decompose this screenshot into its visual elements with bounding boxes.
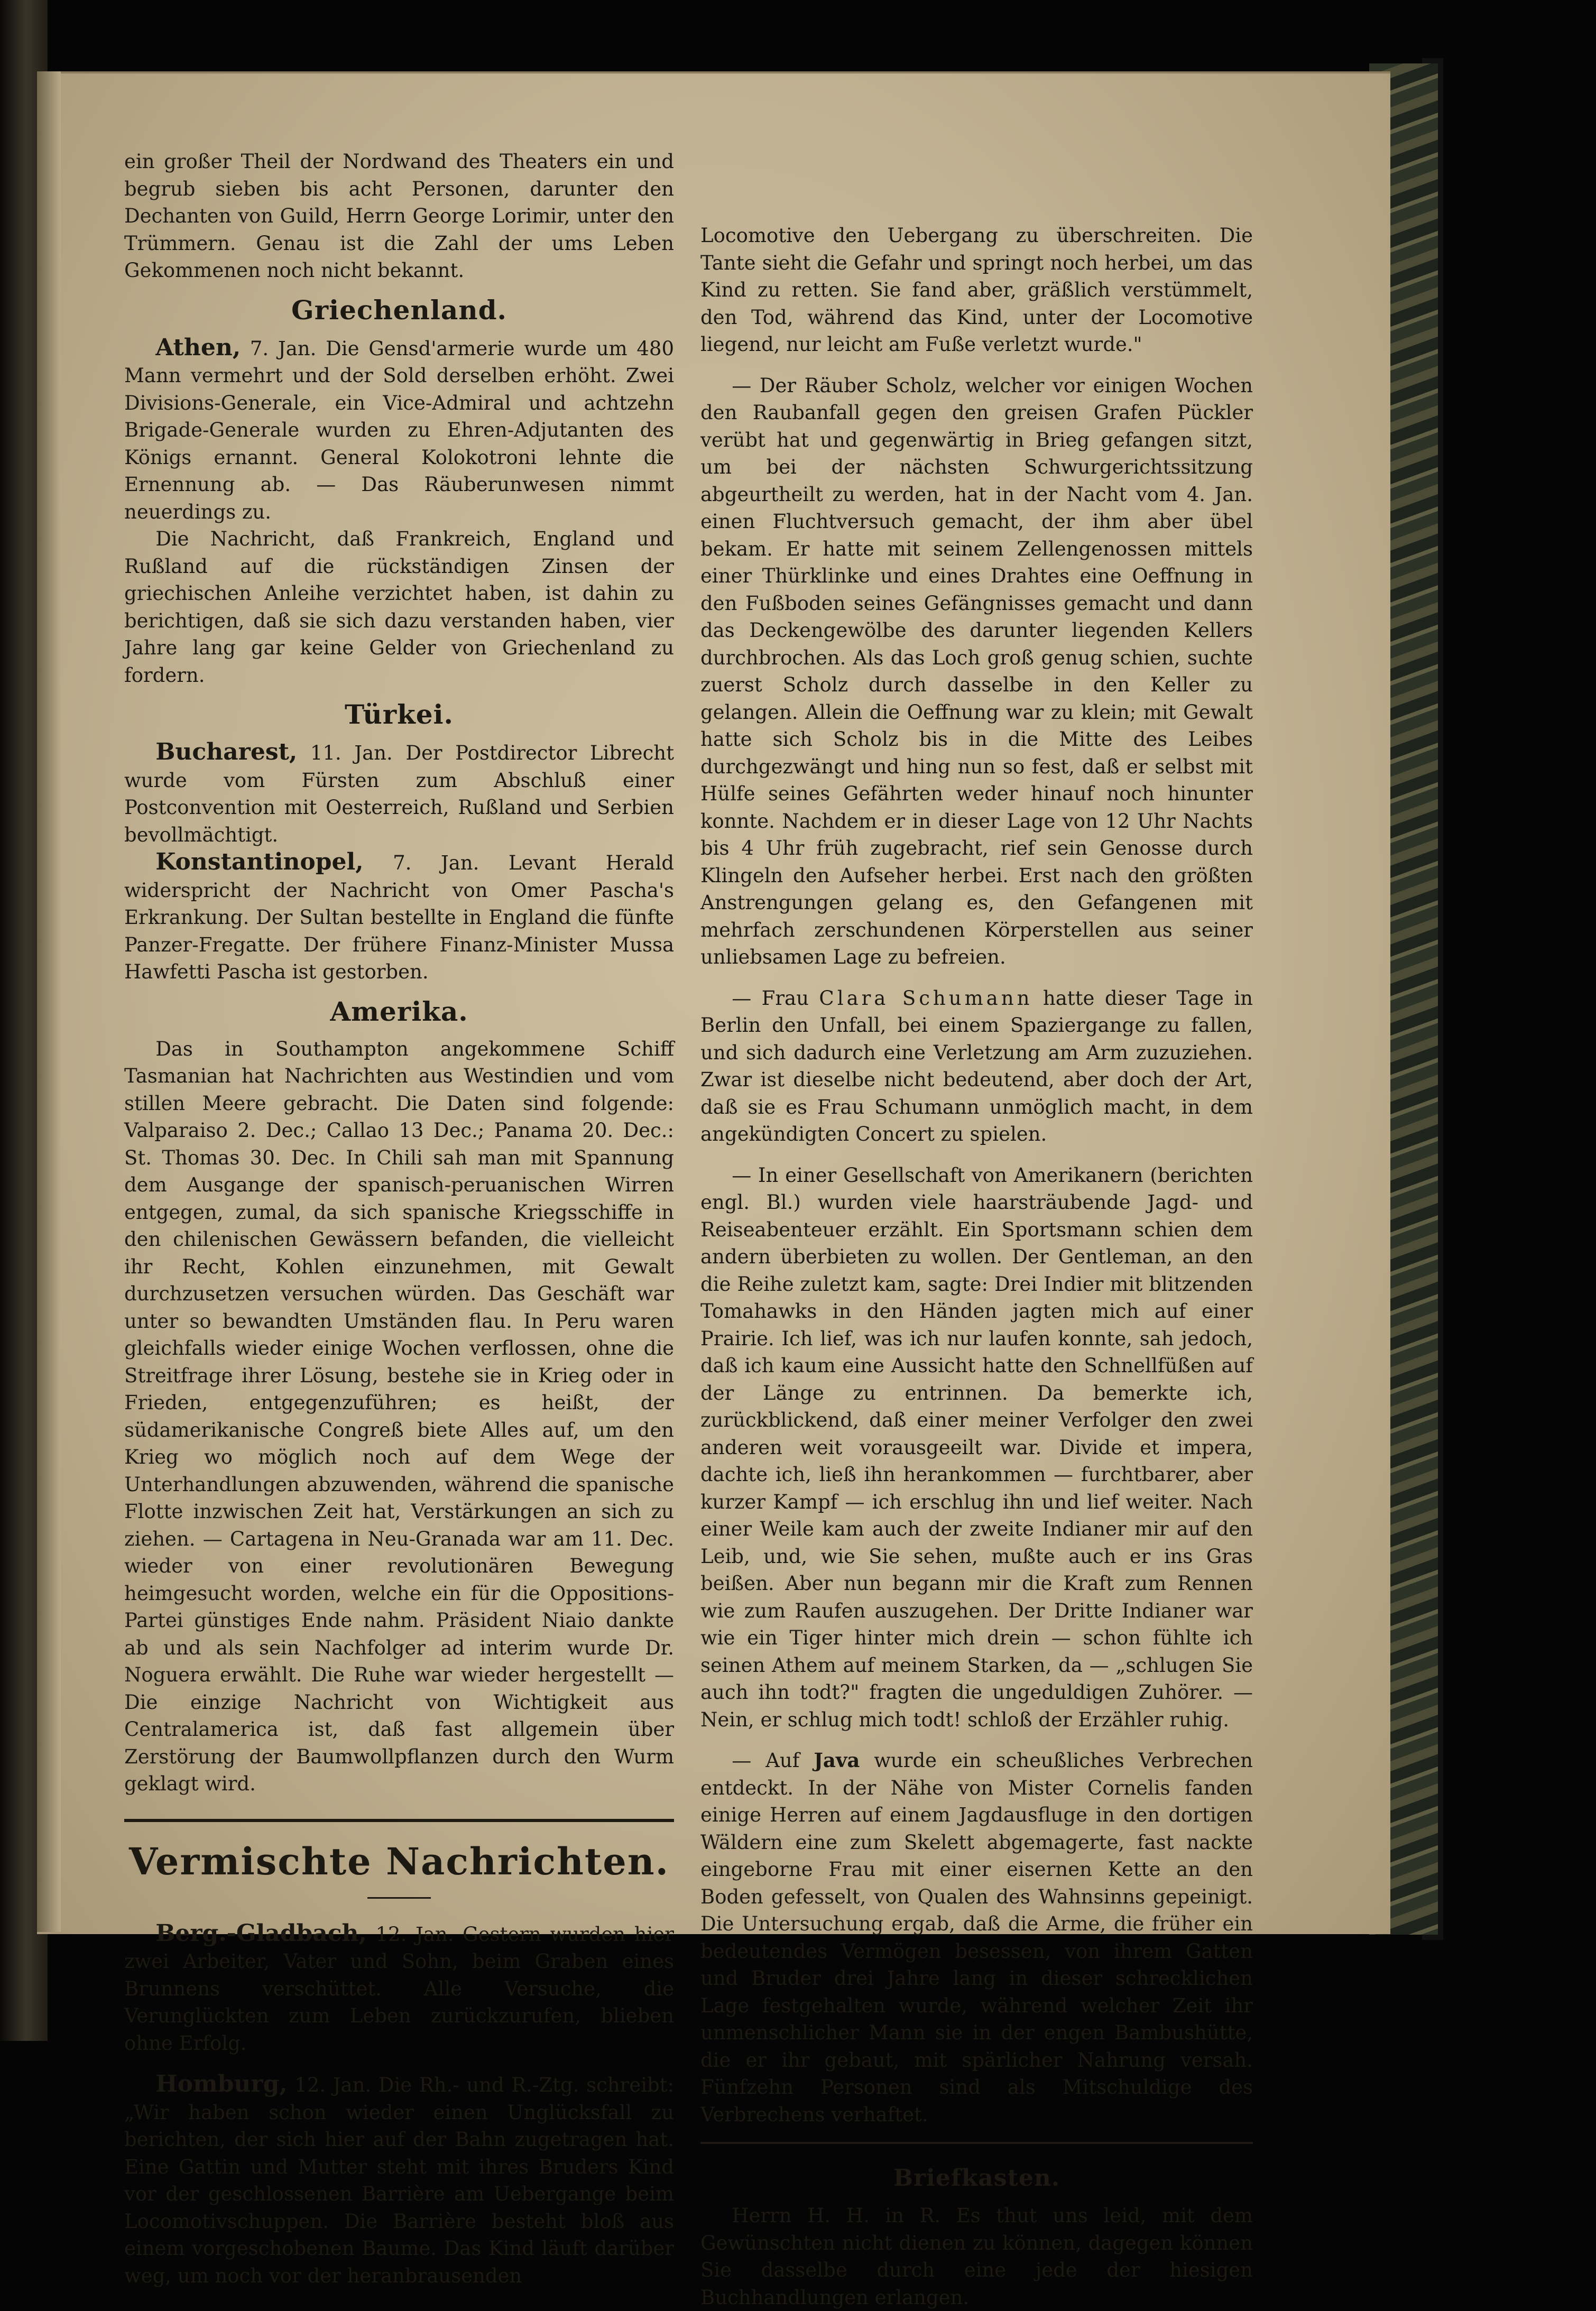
article-konstantinopel xyxy=(124,848,674,986)
page-gutter-shadow xyxy=(37,71,61,1932)
place-berg-gladbach: Berg.-Gladbach, xyxy=(155,1919,367,1947)
article-amerika: Das in Southampton angekommene Schiff Tasmanian hat Nachrichten aus Westindien und vom stillen Meere gebracht. Die Daten sind folgende: Valparaiso 2. Dec.; Callao 13 Dec.; Panama 20. Dec.: St. Thomas 30. Dec. In Chili sah man mit Spannung dem Ausgange der spanisch-peruanischen Wirren entgegen, zumal, da sich spanische Kriegsschiffe in den chilenischen Gewässern befanden, die vielleicht ihr Recht, Kohlen einzunehmen, mit Gewalt durchzusetzen versuchen würden. Das Geschäft war unter so bewandten Umständen flau. In Peru waren gleichfalls wieder einige Wochen verflossen, ohne die Streitfrage ihrer Lösung, bestehe sie in Krieg oder in Frieden, entgegenzuführen; es heißt, der südamerikanische Congreß biete Alles auf, um den Krieg wo möglich noch auf dem Wege der Unterhandlungen abzuwenden, während die spanische Flotte inzwischen Zeit hat, Verstärkungen an sich zu ziehen. — Cartagena in Neu-Granada war am 11. Dec. wieder von einer revolutionären Bewegung heimgesucht worden, welche ein für die Oppositions-Partei günstiges Ende nahm. Präsident Niaio dankte ab und als sein Nachfolger ad interim wurde Dr. Noguera erwählt. Die Ruhe war wieder hergestellt — Die einzige Nachricht von Wichtigkeit aus Centralamerica ist, daß fast allgemein über Zerstörung der Baumwollpflanzen durch den Wurm geklagt wird. xyxy=(124,1037,674,1795)
java-prefix: — Auf xyxy=(732,1749,814,1772)
right-column xyxy=(700,222,1253,2311)
heading-underline xyxy=(367,1897,431,1899)
name-clara-schumann: Clara Schumann xyxy=(819,986,1033,1010)
konst-text: 7. Jan. Levant Herald widerspricht der Nachricht von Omer Pascha's Erkrankung. Der Sultan bestellte in England die fünfte Panzer-Fregatte. Der frühere Finanz-Minister Mussa Hawfetti Pascha ist gestorben. xyxy=(124,852,674,983)
briefkasten-text: Herrn H. H. in R. Es thut uns leid, mit dem Gewünschten nicht dienen zu können, dagegen können Sie dasselbe durch eine jede der hiesigen Buchhandlungen erlangen. xyxy=(700,2204,1253,2309)
schumann-text: hatte dieser Tage in Berlin den Unfall, bei einem Spaziergange zu fallen, und sich dadurch eine Verletzung am Arm zuzuziehen. Zwar ist dieselbe nicht bedeutend, aber doch der Art, daß sie es Frau Schumann unmöglich macht, in dem angekündigten Concert zu spielen. xyxy=(700,986,1253,1145)
article-homburg xyxy=(124,2070,674,2289)
bukarest-text: 11. Jan. Der Postdirector Librecht wurde vom Fürsten zum Abschluß einer Postconvention mit Oesterreich, Rußland und Serbien bevollmächtigt. xyxy=(124,742,674,846)
section-rule xyxy=(124,1819,674,1822)
article-berg-gladbach xyxy=(124,1920,674,2057)
briefkasten-rule xyxy=(700,2142,1253,2144)
article-java xyxy=(700,1747,1253,2128)
heading-vermischte-nachrichten: Vermischte Nachrichten. xyxy=(128,1839,670,1883)
intro-paragraph: ein großer Theil der Nordwand des Theaters ein und begrub sieben bis acht Personen, darunter den Dechanten von Guild, Herrn George Lorimir, unter den Trümmern. Genau ist die Zahl der ums Leben Gekommenen noch nicht bekannt. xyxy=(124,150,674,282)
heading-briefkasten: Briefkasten. xyxy=(893,2165,1060,2192)
heading-amerika: Amerika. xyxy=(330,995,468,1027)
place-athen: Athen, xyxy=(155,334,241,361)
athen-text: 7. Jan. Die Gensd'armerie wurde um 480 Mann vermehrt und der Sold derselben erhöht. Zwei Divisions-Generale, ein Vice-Admiral und achtzehn Brigade-Generale wurden zu Ehren-Adjutanten des Königs ernannt. General Kolokotroni lehnte die Ernennung ab. — Das Räuberunwesen nimmt neuerdings zu. xyxy=(124,337,674,523)
article-schumann xyxy=(700,985,1253,1148)
schumann-prefix: — Frau xyxy=(732,986,819,1010)
article-nachricht: Die Nachricht, daß Frankreich, England und Rußland auf die rückständigen Zinsen der griechischen Anleihe verzichtet haben, ist dahin zu berichtigen, daß sie sich dazu verstanden haben, vier Jahre lang gar keine Gelder von Griechenland zu fordern. xyxy=(124,528,674,687)
place-homburg: Homburg, xyxy=(155,2070,288,2097)
article-athen xyxy=(124,334,674,526)
place-bukarest: Bucharest, xyxy=(155,738,298,765)
place-java: Java xyxy=(814,1749,860,1772)
article-bukarest xyxy=(124,738,674,848)
homburg-text: 12. Jan. Die Rh.- und R.-Ztg. schreibt: „Wir haben schon wieder einen Unglücksfall zu berichten, der sich hier auf der Bahn zugetragen hat. Eine Gattin und Mutter steht mit ihres Bruders Kind vor der geschlossenen Barrière am Uebergange beim Locomotivschuppen. Die Barrière besteht bloß aus einem vorgeschobenen Baume. Das Kind läuft darüber weg, um noch vor der heranbrausenden xyxy=(124,2074,674,2287)
berg-text: 12. Jan. Gestern wurden hier zwei Arbeiter, Vater und Sohn, beim Graben eines Brunnens verschüttet. Alle Versuche, die Verunglückten zum Leben zurückzurufen, blieben ohne Erfolg. xyxy=(124,1922,674,2055)
place-konstantinopel: Konstantinopel, xyxy=(155,848,364,875)
left-column xyxy=(124,148,674,2289)
article-amerikaner: — In einer Gesellschaft von Amerikanern (berichten engl. Bl.) wurden viele haarsträubende Jagd- und Reiseabenteuer erzählt. Ein Sportsmann schien dem andern überbieten zu wollen. Der Gentleman, an den die Reihe zuletzt kam, sagte: Drei Indier mit blitzenden Tomahawks in den Händen jagten mich auf einer Prairie. Ich lief, was ich nur laufen konnte, sah jedoch, daß ich kaum eine Aussicht hatte den Schnellfüßen auf der Länge zu entrinnen. Da bemerkte ich, zurückblickend, daß einer meiner Verfolger den zwei anderen weit vorausgeeilt war. Divide et impera, dachte ich, ließ ihn herankommen — furchtbarer, aber kurzer Kampf — ich erschlug ihn und lief weiter. Nach einer Weile kam auch der zweite Indianer mir auf den Leib, und, wie Sie sehen, mußte auch er ins Gras beißen. Aber nun begann mir die Kraft zum Rennen wie zum Raufen auszugehen. Der Dritte Indianer war wie ein Tiger hinter mich drein — schon fühlte ich seinen Athem auf meinem Starken, da — „schlugen Sie auch ihn todt?" fragten die ungeduldigen Zuhörer. — Nein, er schlug mich todt! schloß der Erzähler ruhig. xyxy=(700,1163,1253,1731)
heading-tuerkei: Türkei. xyxy=(345,699,454,730)
java-text: wurde ein scheußliches Verbrechen entdeckt. In der Nähe von Mister Cornelis fanden einige Herren auf einem Jagdausfluge in den dortigen Wäldern eine zum Skelett abgemagerte, fast nackte eingeborne Frau mit einer eisernen Kette an den Boden gefesselt, von Qualen des Wahnsinns gepeinigt. Die Untersuchung ergab, daß die Arme, die früher ein bedeutendes Vermögen besessen, von ihrem Gatten und Bruder drei Jahre lang in dieser schrecklichen Lage festgehalten wurde, während welcher Zeit ihr unmenschlicher Mann sie in der engen Bambushütte, die er ihr gebaut, mit spärlicher Nahrung versah. Fünfzehn Personen sind als Mitschuldige des Verbrechens verhaftet. xyxy=(700,1749,1253,2126)
homburg-continuation: Locomotive den Uebergang zu überschreiten. Die Tante sieht die Gefahr und springt noch herbei, um das Kind zu retten. Sie fand aber, gräßlich verstümmelt, den Tod, während das Kind, unter der Locomotive liegend, nur leicht am Fuße verletzt wurde." xyxy=(700,224,1253,356)
heading-griechenland: Griechenland. xyxy=(291,294,507,326)
article-scholz: — Der Räuber Scholz, welcher vor einigen Wochen den Raubanfall gegen den greisen Grafen Pückler verübt hat und gegenwärtig in Brieg gefangen sitzt, um bei der nächsten Schwurgerichtssitzung abgeurtheilt zu werden, hat in der Nacht vom 4. Jan. einen Fluchtversuch gemacht, der ihm aber übel bekam. Er hatte mit seinem Zellengenossen mittels einer Thürklinke und eines Drahtes eine Oeffnung in den Fußboden seines Gefängnisses gemacht und dann das Deckengewölbe des darunter liegenden Kellers durchbrochen. Als das Loch groß genug schien, suchte zuerst Scholz durch dasselbe in den Keller zu gelangen. Allein die Oeffnung war zu klein; mit Gewalt hatte sich Scholz bis in die Mitte des Leibes durchgezwängt und hing nun so fest, daß er selbst mit Hülfe seines Gefährten weder hinauf noch hinunter konnte. Nachdem er in dieser Lage von 12 Uhr Nachts bis 4 Uhr früh zugebracht, rief sein Genosse durch Klingeln den Aufseher herbei. Erst nach den größten Anstrengungen gelang es, den Gefangenen mit mehrfach zerschundenen Körperstellen aus seiner unliebsamen Lage zu befreien. xyxy=(700,374,1253,968)
